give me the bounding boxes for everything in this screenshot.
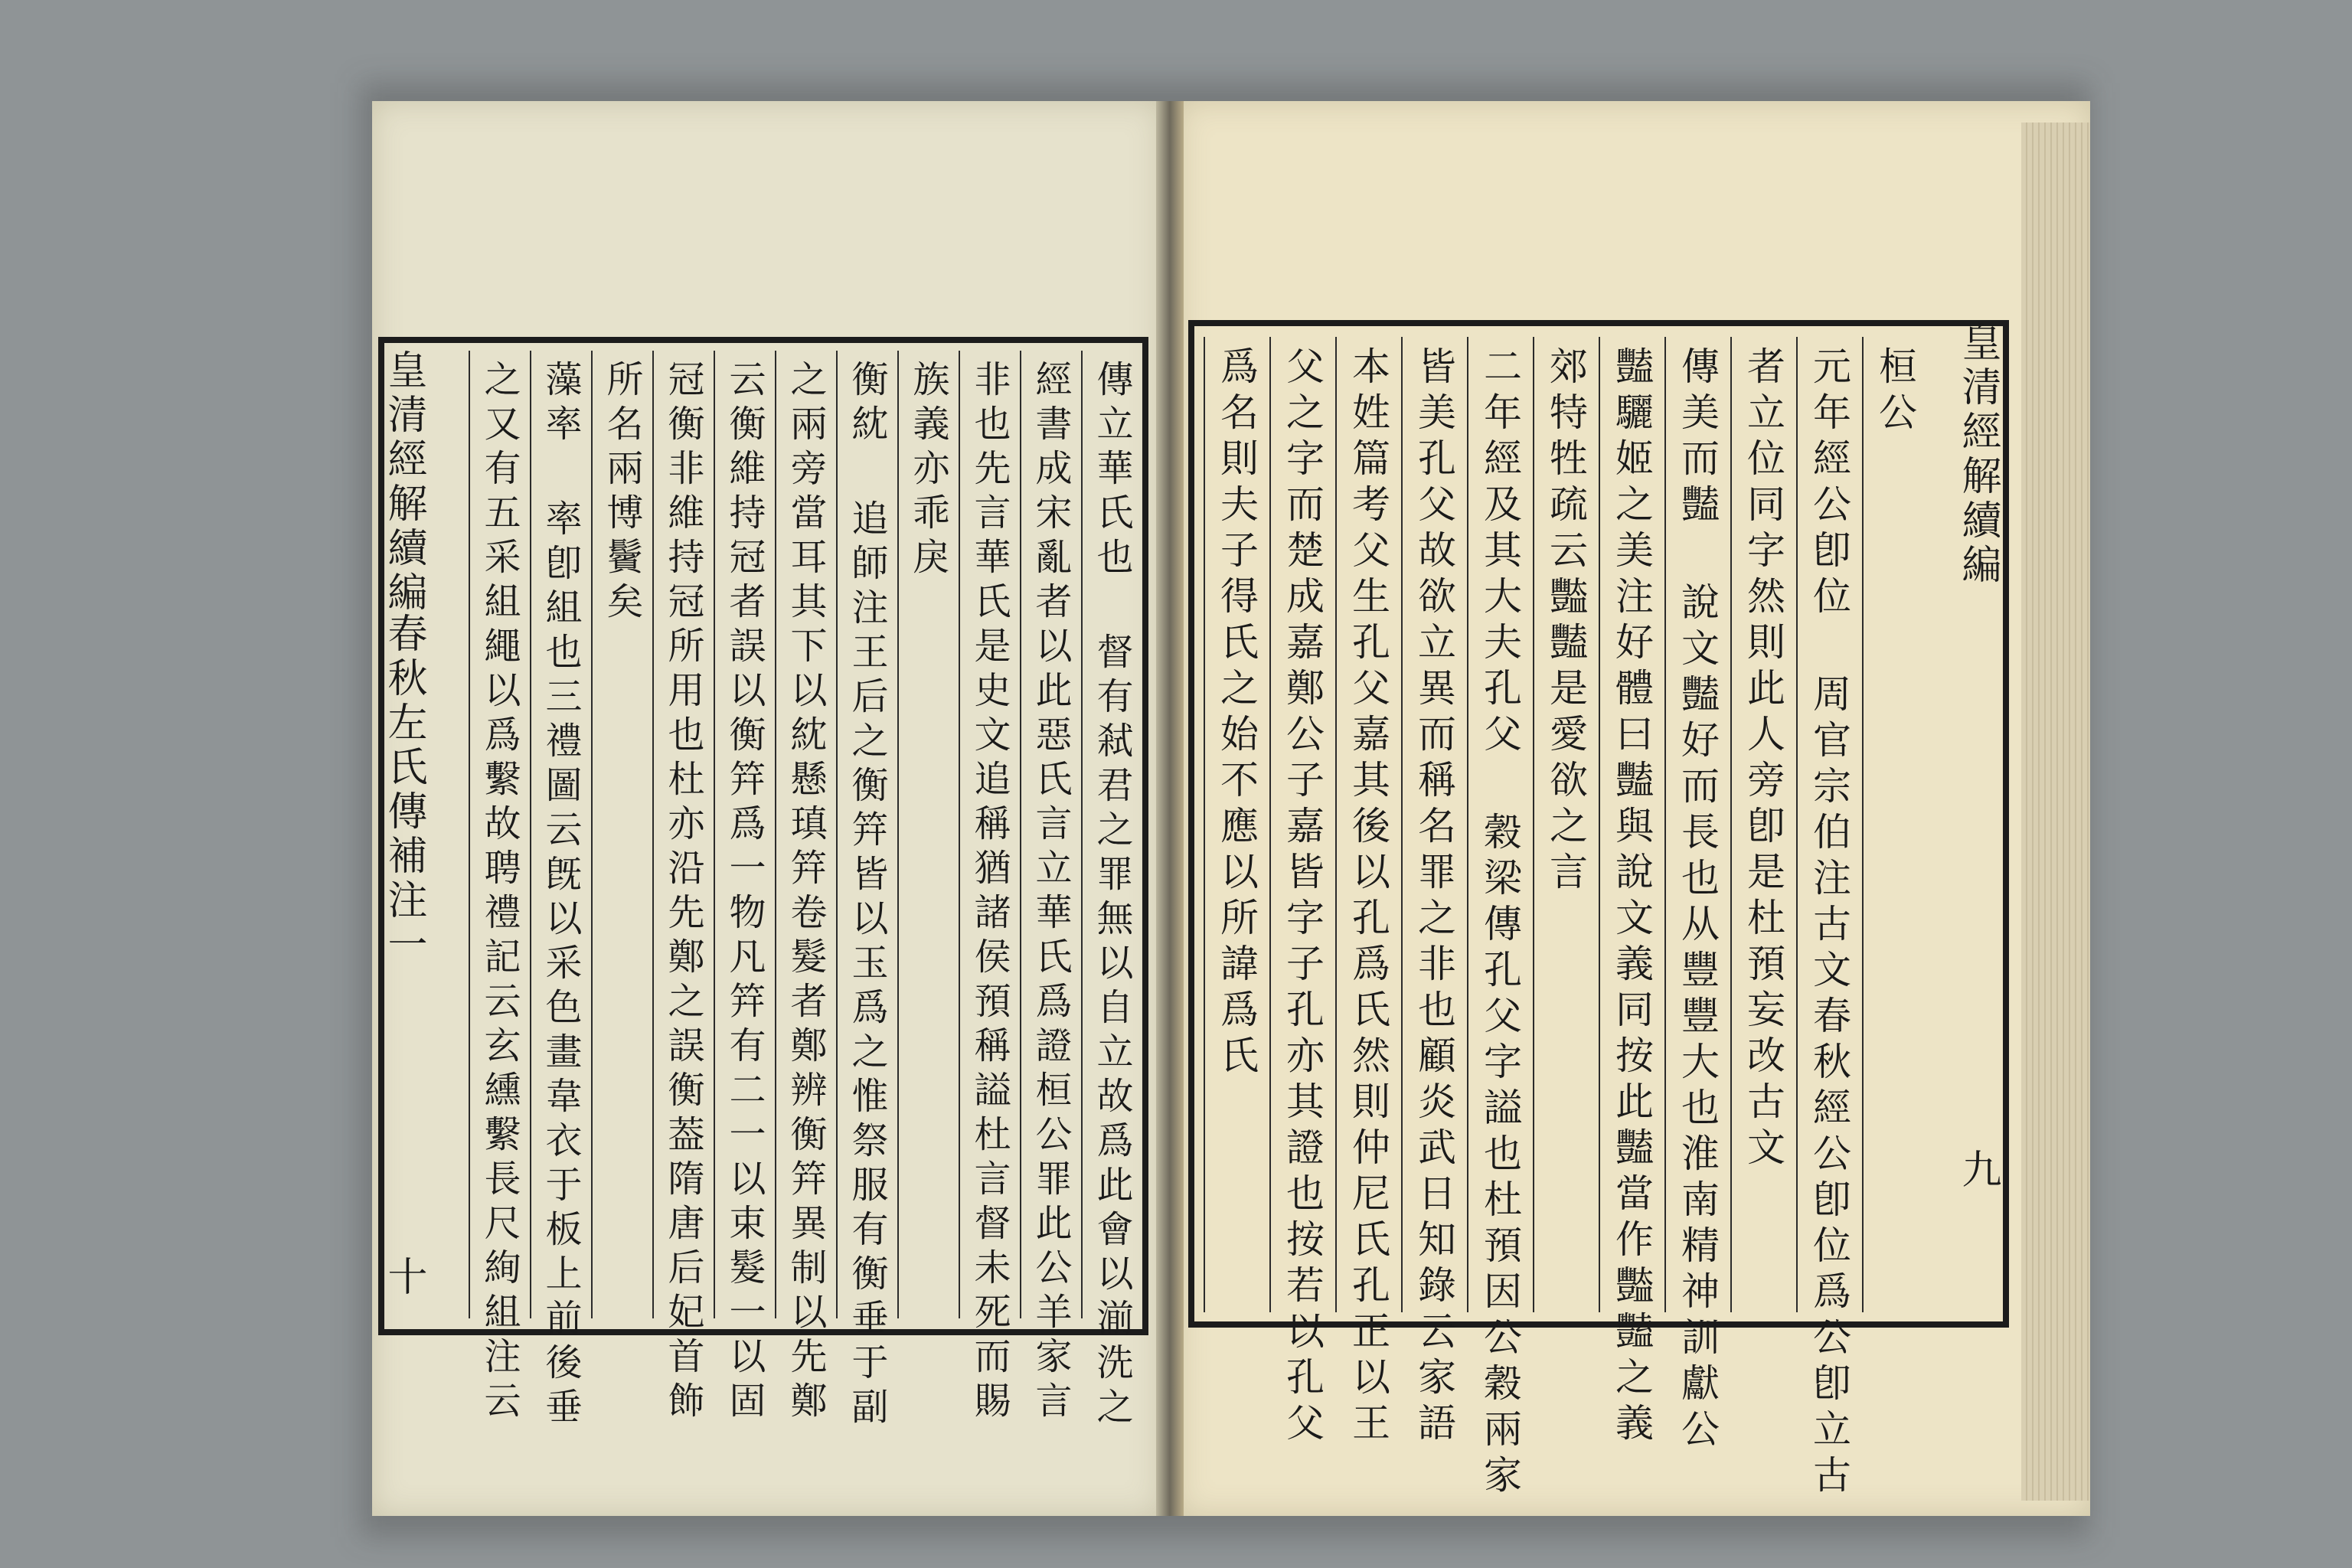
right-column-rule — [1796, 337, 1798, 1312]
left-column-rule — [469, 351, 470, 1318]
right-column-1: 桓公 — [1873, 346, 1917, 438]
left-column-7: 云衡維持冠者誤以衡筓爲一物凡筓有二一以束髮一以固 — [723, 360, 766, 1426]
left-column-1: 傳立華氏也 督有弒君之罪無以自立故爲此會以湔洗之 — [1090, 360, 1133, 1432]
right-column-3: 者立位同字然則此人旁卽是杜預妄改古文 — [1741, 346, 1785, 1173]
left-column-11: 之又有五采組繩以爲繫故聘禮記云玄纁繫長尺絢組注云 — [478, 360, 521, 1426]
book-gutter — [1156, 101, 1184, 1516]
left-column-rule — [652, 351, 654, 1318]
right-column-11: 爲名則夫子得氏之始不應以所諱爲氏 — [1214, 346, 1259, 1081]
left-column-8: 冠衡非維持冠所用也杜亦沿先鄭之誤衡葢隋唐后妃首飾 — [662, 360, 704, 1426]
right-column-6: 郊特牲疏云豓豔是愛欲之言 — [1544, 346, 1588, 897]
left-column-3: 非也先言華氏是史文追稱猶諸侯預稱謚杜言督未死而賜 — [968, 360, 1011, 1426]
right-column-rule — [1664, 337, 1666, 1312]
right-column-rule — [1269, 337, 1271, 1312]
right-column-rule — [1467, 337, 1468, 1312]
left-column-rule — [897, 351, 899, 1318]
left-column-rule — [836, 351, 838, 1318]
left-column-5: 衡紞 追師注王后之衡筓皆以玉爲之惟祭服有衡垂于副 — [845, 360, 888, 1432]
left-column-9: 所名兩博鬢矣 — [600, 360, 643, 626]
right-column-rule — [1730, 337, 1732, 1312]
right-column-4: 傳美而豔 說文豔好而長也从豐豐大也淮南精神訓獻公 — [1675, 346, 1720, 1455]
left-column-rule — [714, 351, 715, 1318]
left-column-6: 之兩旁當耳其下以紞懸瑱筓卷髮者鄭辨衡筓異制以先鄭 — [784, 360, 827, 1426]
page-edges — [2021, 122, 2090, 1501]
right-column-rule — [1401, 337, 1403, 1312]
right-margin-title: 皇清經解續編 — [1955, 322, 2001, 588]
right-column-10: 父之字而楚成嘉鄭公子嘉皆字子孔亦其證也按若以孔父 — [1280, 346, 1325, 1449]
left-column-4: 族義亦乖戾 — [906, 360, 949, 582]
left-column-2: 經書成宋亂者以此惡氏言立華氏爲證桓公罪此公羊家言 — [1029, 360, 1072, 1426]
right-column-rule — [1599, 337, 1600, 1312]
left-margin-title: 皇清經解續編 — [381, 349, 426, 616]
left-column-rule — [959, 351, 960, 1318]
left-column-rule — [530, 351, 531, 1318]
right-column-5: 豔驪姬之美注好體曰豔與說文義同按此豔當作豓豔之義 — [1609, 346, 1654, 1449]
right-column-9: 本姓篇考父生孔父嘉其後以孔爲氏然則仲尼氏孔正以王 — [1346, 346, 1390, 1449]
left-margin-subtitle: 春秋左氏傳補注一 — [381, 612, 426, 968]
left-page-number: 十 — [381, 1256, 426, 1300]
left-column-10: 藻率 率卽組也三禮圖云旣以采色畫韋衣于板上前後垂 — [539, 360, 582, 1432]
right-column-7: 二年經及其大夫孔父 穀梁傳孔父字謚也杜預因公穀兩家 — [1478, 346, 1522, 1501]
left-column-rule — [591, 351, 593, 1318]
left-column-rule — [775, 351, 776, 1318]
right-column-rule — [1204, 337, 1205, 1312]
left-column-rule — [1081, 351, 1083, 1318]
right-column-rule — [1335, 337, 1337, 1312]
left-column-rule — [1020, 351, 1021, 1318]
right-column-rule — [1533, 337, 1534, 1312]
right-page-number: 九 — [1955, 1148, 2001, 1193]
right-column-2: 元年經公卽位 周官宗伯注古文春秋經公卽位爲公卽立古 — [1807, 346, 1851, 1501]
right-column-rule — [1862, 337, 1864, 1312]
right-column-8: 皆美孔父故欲立異而稱名罪之非也顧炎武日知錄云家語 — [1412, 346, 1456, 1449]
